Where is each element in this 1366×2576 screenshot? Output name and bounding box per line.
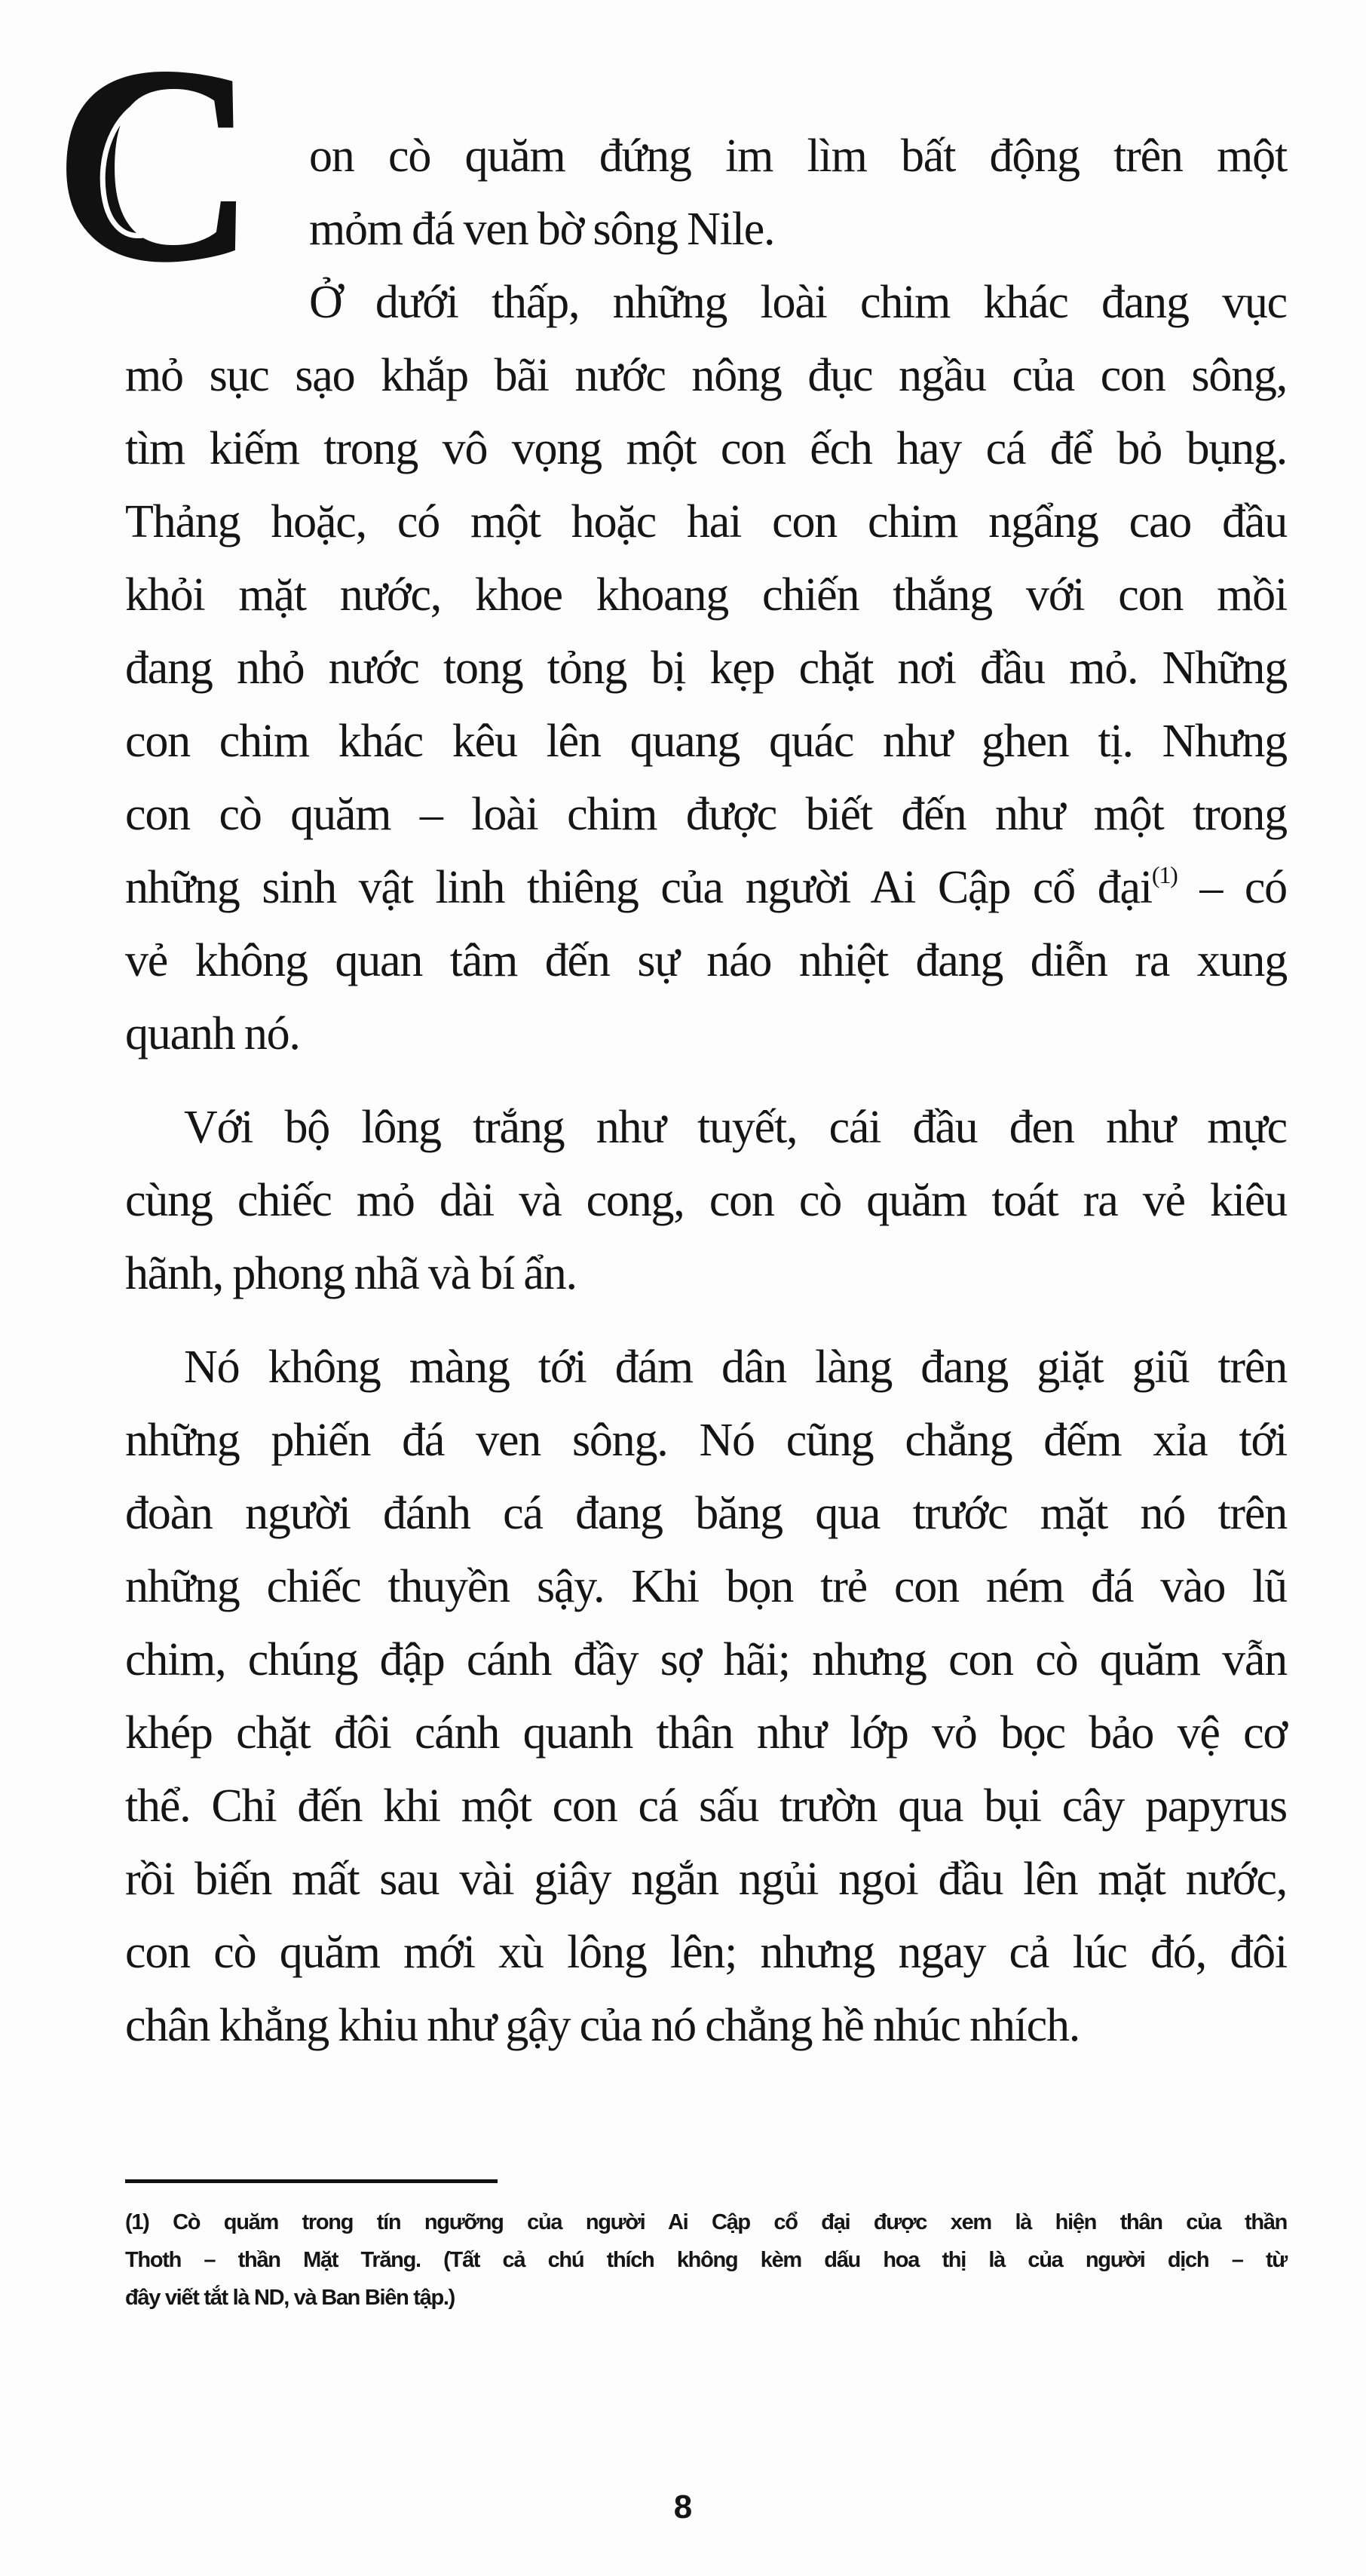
paragraph-1 — [125, 120, 1287, 1071]
text-line: con cò quăm – loài chim được biết đến như một trong — [125, 789, 1287, 840]
footnote-line: (1) Cò quăm trong tín ngưỡng của người Ai Cập cổ đại được xem là hiện thân của thần — [125, 2210, 1287, 2234]
text-line: chim, chúng đập cánh đầy sợ hãi; nhưng con cò quăm vẫn — [125, 1634, 1287, 1685]
text-line: rồi biến mất sau vài giây ngắn ngủi ngoi đầu lên mặt nước, — [125, 1854, 1287, 1905]
text-segment: – có — [1177, 862, 1287, 913]
text-line: cùng chiếc mỏ dài và cong, con cò quăm toát ra vẻ kiêu — [125, 1175, 1287, 1226]
text-line: đoàn người đánh cá đang băng qua trước mặt nó trên — [125, 1488, 1287, 1539]
text-line: thể. Chỉ đến khi một con cá sấu trườn qua bụi cây papyrus — [125, 1780, 1287, 1832]
page-number: 8 — [673, 2489, 693, 2525]
text-line: con chim khác kêu lên quang quác như ghen tị. Nhưng — [125, 716, 1287, 767]
text-line: khỏi mặt nước, khoe khoang chiến thắng với con mồi — [125, 569, 1287, 621]
text-line: Nó không màng tới đám dân làng đang giặt giũ trên — [184, 1342, 1287, 1393]
paragraph-3 — [125, 1331, 1287, 2062]
text-line: những chiếc thuyền sậy. Khi bọn trẻ con ném đá vào lũ — [125, 1561, 1287, 1612]
footnote-line: Thoth – thần Mặt Trăng. (Tất cả chú thích không kèm dấu hoa thị là của người dịch – từ — [125, 2248, 1287, 2272]
text-line: con cò quăm mới xù lông lên; nhưng ngay cả lúc đó, đôi — [125, 1927, 1287, 1978]
text-line: on cò quăm đứng im lìm bất động trên một — [309, 130, 1287, 182]
text-segment: những sinh vật linh thiêng của người Ai Cập cổ đại — [125, 862, 1152, 913]
body-text — [125, 120, 1287, 2062]
text-line: mỏ sục sạo khắp bãi nước nông đục ngầu của con sông, — [125, 350, 1287, 401]
footnote-line: đây viết tắt là ND, và Ban Biên tập.) — [125, 2286, 455, 2310]
svg-text:C: C — [54, 10, 256, 319]
text-line: khép chặt đôi cánh quanh thân như lớp vỏ bọc bảo vệ cơ — [125, 1707, 1287, 1759]
footnote — [125, 2203, 1287, 2317]
text-line: Thảng hoặc, có một hoặc hai con chim ngẩng cao đầu — [125, 496, 1287, 547]
text-line: đang nhỏ nước tong tỏng bị kẹp chặt nơi đầu mỏ. Những — [125, 642, 1287, 694]
text-line: vẻ không quan tâm đến sự náo nhiệt đang diễn ra xung — [125, 935, 1287, 986]
text-line: hãnh, phong nhã và bí ẩn. — [125, 1248, 577, 1299]
paragraph-2 — [125, 1091, 1287, 1311]
text-line: quanh nó. — [125, 1008, 300, 1060]
text-line: tìm kiếm trong vô vọng một con ếch hay cá để bỏ bụng. — [125, 423, 1287, 474]
footnote-divider — [125, 2179, 498, 2183]
footnote-reference[interactable]: (1) — [1151, 861, 1178, 888]
text-line: những phiến đá ven sông. Nó cũng chẳng đếm xỉa tới — [125, 1415, 1287, 1466]
text-line: Với bộ lông trắng như tuyết, cái đầu đen như mực — [184, 1102, 1287, 1153]
text-line: mỏm đá ven bờ sông Nile. — [309, 204, 775, 255]
text-line: chân khẳng khiu như gậy của nó chẳng hề nhúc nhích. — [125, 2000, 1080, 2051]
text-line — [125, 851, 1287, 925]
text-line: Ở dưới thấp, những loài chim khác đang vục — [309, 277, 1287, 328]
